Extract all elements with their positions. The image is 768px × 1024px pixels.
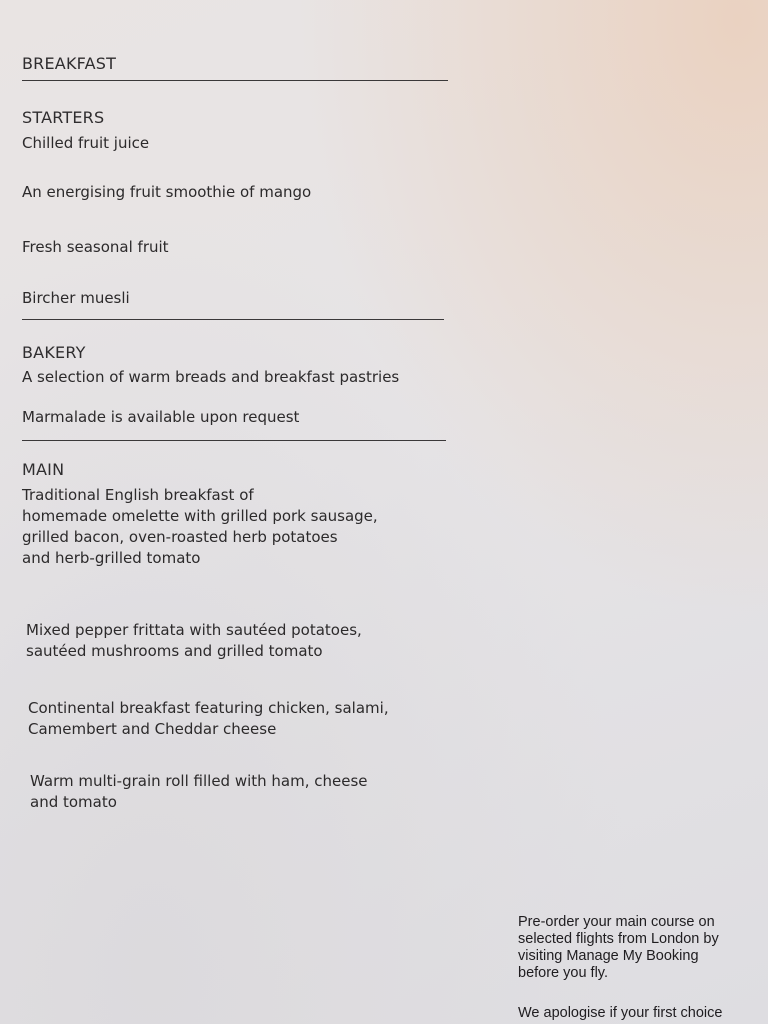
breakfast-heading: BREAKFAST [22,54,117,73]
main-item [22,485,378,569]
main-heading: MAIN [22,460,65,479]
main-item [30,771,368,813]
preorder-note [518,914,768,982]
starter-item: Fresh seasonal fruit [22,238,169,256]
main-item-line: Traditional English breakfast of [22,486,254,504]
main-item-line: and tomato [30,793,117,811]
main-item-line: sautéed mushrooms and grilled tomato [26,642,323,660]
main-item-line: Camembert and Cheddar cheese [28,720,277,738]
preorder-note-line: visiting Manage My Booking [518,948,699,964]
main-item-line: and herb-grilled tomato [22,549,201,567]
main-item-line: Mixed pepper frittata with sautéed potatoes, [26,621,362,639]
main-item-line: Continental breakfast featuring chicken, salami, [28,699,389,717]
preorder-note-line: before you fly. [518,965,609,981]
bakery-divider [22,440,446,441]
main-item-line: homemade omelette with grilled pork sausage, [22,507,378,525]
starter-item: Chilled fruit juice [22,134,150,152]
starters-divider [22,319,444,320]
bakery-item: Marmalade is available upon request [22,408,300,426]
bakery-item: A selection of warm breads and breakfast pastries [22,368,400,386]
main-item [26,620,362,662]
main-item [28,698,389,740]
main-item-line: Warm multi-grain roll filled with ham, cheese [30,772,368,790]
preorder-note-line: selected flights from London by [518,931,719,947]
preorder-note-line: Pre-order your main course on [518,914,715,930]
starters-heading: STARTERS [22,108,105,127]
starter-item: Bircher muesli [22,289,130,307]
main-item-line: grilled bacon, oven-roasted herb potatoes [22,528,338,546]
bakery-heading: BAKERY [22,343,86,362]
apology-note: We apologise if your first choice [518,1005,723,1021]
breakfast-divider [22,80,448,81]
starter-item: An energising fruit smoothie of mango [22,183,312,201]
